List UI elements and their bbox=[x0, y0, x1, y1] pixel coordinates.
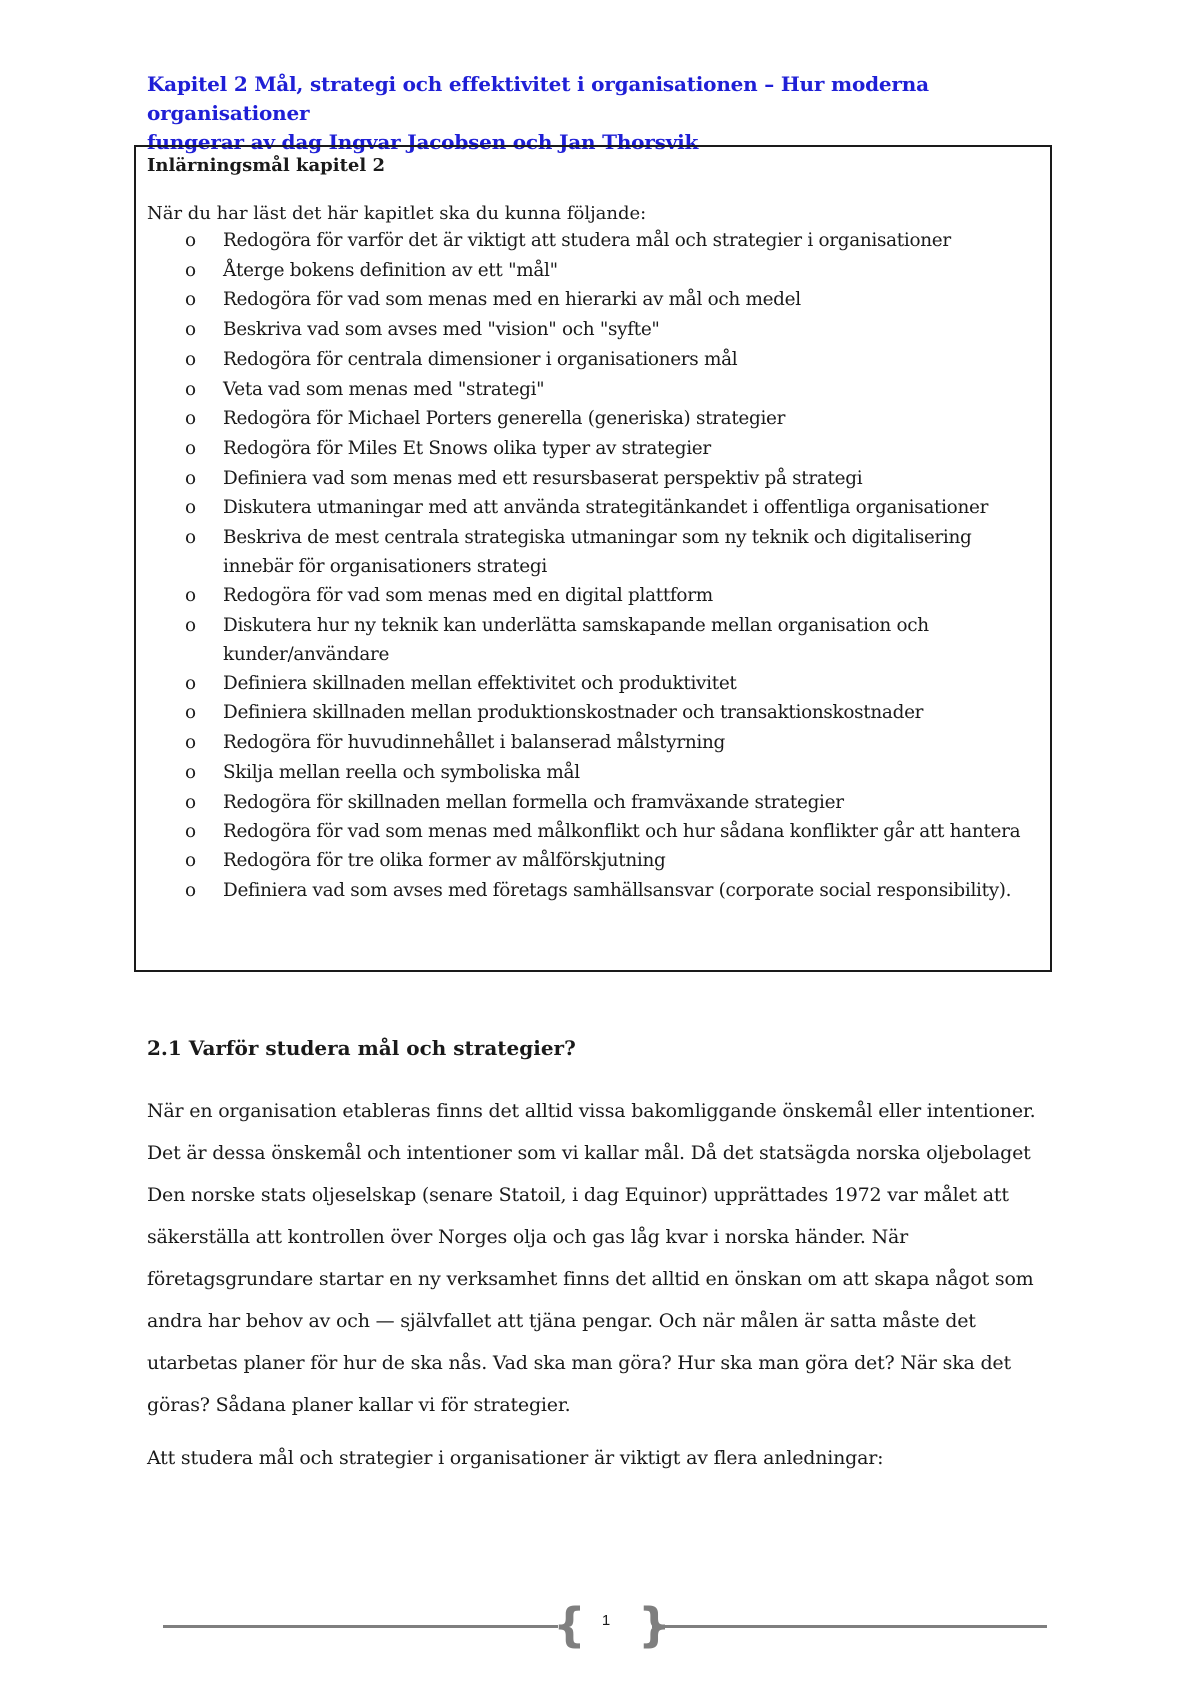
learning-goal-item bbox=[147, 758, 1040, 788]
bullet-marker: o bbox=[185, 732, 196, 754]
bullet-marker: o bbox=[185, 319, 196, 341]
learning-goal-text: Återge bokens definition av ett "mål" bbox=[223, 259, 558, 281]
learning-goal-text: Diskutera hur ny teknik kan underlätta samskapande mellan organisation och kunder/användare bbox=[223, 614, 929, 665]
learning-goal-text: Redogöra för tre olika former av målförskjutning bbox=[223, 850, 666, 872]
learning-goal-item bbox=[147, 611, 1040, 669]
learning-goal-text: Redogöra för centrala dimensioner i organisationers mål bbox=[223, 348, 738, 370]
learning-goals-intro: När du har läst det här kapitlet ska du kunna följande: bbox=[147, 203, 647, 224]
bullet-marker: o bbox=[185, 585, 196, 607]
learning-goal-text: Redogöra för varför det är viktigt att studera mål och strategier i organisationer bbox=[223, 230, 951, 251]
learning-goal-text: Redogöra för vad som menas med en digital plattform bbox=[223, 585, 713, 607]
learning-goal-text: Redogöra för vad som menas med en hierarki av mål och medel bbox=[223, 289, 801, 311]
learning-goal-text: Redogöra för vad som menas med målkonflikt och hur sådana konflikter går att hantera bbox=[223, 821, 1021, 843]
learning-goal-text: Skilja mellan reella och symboliska mål bbox=[223, 761, 580, 783]
learning-goal-text: Redogöra för Michael Porters generella (generiska) strategier bbox=[223, 408, 786, 430]
learning-goal-text: Diskutera utmaningar med att använda strategitänkandet i offentliga organisationer bbox=[223, 497, 989, 519]
learning-goal-item bbox=[147, 345, 1040, 375]
learning-goal-item bbox=[147, 876, 1040, 905]
bullet-marker: o bbox=[185, 497, 196, 519]
bullet-marker: o bbox=[185, 614, 196, 636]
bullet-marker: o bbox=[185, 437, 196, 459]
learning-goal-item bbox=[147, 226, 1040, 256]
footer-brace-left: { bbox=[553, 1598, 586, 1652]
learning-goal-text: Definiera skillnaden mellan produktionskostnader och transaktionskostnader bbox=[223, 702, 924, 724]
chapter-title-line-1: Kapitel 2 Mål, strategi och effektivitet i organisationen – Hur moderna organisationer bbox=[147, 72, 929, 125]
bullet-marker: o bbox=[185, 527, 196, 549]
learning-goal-item bbox=[147, 846, 1040, 876]
learning-goal-item bbox=[147, 434, 1040, 464]
section-paragraph-2: Att studera mål och strategier i organisationer är viktigt av flera anledningar: bbox=[147, 1447, 884, 1469]
learning-goals-list bbox=[147, 226, 1040, 905]
chapter-title bbox=[147, 70, 1067, 157]
learning-goal-item bbox=[147, 669, 1040, 699]
learning-goal-text: Redogöra för huvudinnehållet i balanserad målstyrning bbox=[223, 732, 725, 754]
learning-goal-item bbox=[147, 404, 1040, 434]
learning-goals-heading: Inlärningsmål kapitel 2 bbox=[147, 155, 385, 176]
chapter-title-line-2: fungerar av dag Ingvar Jacobsen och Jan Thorsvik bbox=[147, 130, 699, 154]
learning-goal-item bbox=[147, 728, 1040, 758]
bullet-marker: o bbox=[185, 879, 196, 901]
bullet-marker: o bbox=[185, 761, 196, 783]
footer-brace-right: } bbox=[638, 1598, 671, 1652]
learning-goal-item bbox=[147, 493, 1040, 523]
learning-goal-text: Definiera skillnaden mellan effektivitet och produktivitet bbox=[223, 672, 737, 694]
bullet-marker: o bbox=[185, 259, 196, 281]
learning-goal-item bbox=[147, 698, 1040, 728]
learning-goal-text: Redogöra för Miles Et Snows olika typer av strategier bbox=[223, 437, 711, 459]
learning-goals-box bbox=[134, 145, 1052, 972]
learning-goal-text: Veta vad som menas med "strategi" bbox=[223, 378, 545, 400]
bullet-marker: o bbox=[185, 672, 196, 694]
learning-goal-text: Definiera vad som avses med företags samhällsansvar (corporate social responsibility). bbox=[223, 879, 1012, 901]
learning-goal-item bbox=[147, 375, 1040, 405]
learning-goal-item bbox=[147, 581, 1040, 611]
bullet-marker: o bbox=[185, 702, 196, 724]
learning-goal-text: Beskriva de mest centrala strategiska utmaningar som ny teknik och digitalisering innebär för organisationers strategi bbox=[223, 527, 972, 578]
learning-goal-item bbox=[147, 523, 1040, 581]
bullet-marker: o bbox=[185, 289, 196, 311]
learning-goal-item bbox=[147, 464, 1040, 494]
bullet-marker: o bbox=[185, 791, 196, 813]
bullet-marker: o bbox=[185, 408, 196, 430]
learning-goal-item bbox=[147, 817, 1040, 846]
footer-rule-right bbox=[652, 1625, 1047, 1628]
learning-goal-text: Definiera vad som menas med ett resursbaserat perspektiv på strategi bbox=[223, 467, 863, 489]
learning-goal-item bbox=[147, 256, 1040, 286]
bullet-marker: o bbox=[185, 467, 196, 489]
learning-goal-item bbox=[147, 285, 1040, 315]
section-paragraph: När en organisation etableras finns det alltid vissa bakomliggande önskemål eller intentioner. Det är dessa önskemål och intentioner som vi kallar mål. Då det statsägda norska oljebolaget Den norske stats oljeselskap (senare Statoil, i dag Equinor) upprättades 1972 var målet att säkerställa att kontrollen över Norges olja och gas låg kvar i norska händer. När företagsgrundare startar en ny verksamhet finns det alltid en önskan om att skapa något som andra har behov av och — självfallet att tjäna pengar. Och när målen är satta måste det utarbetas planer för hur de ska nås. Vad ska man göra? Hur ska man göra det? När ska det göras? Sådana planer kallar vi för strategier. bbox=[147, 1100, 1036, 1416]
learning-goal-item bbox=[147, 788, 1040, 818]
bullet-marker: o bbox=[185, 850, 196, 872]
bullet-marker: o bbox=[185, 378, 196, 400]
page-number: 1 bbox=[601, 1612, 611, 1629]
learning-goal-item bbox=[147, 315, 1040, 345]
learning-goal-text: Redogöra för skillnaden mellan formella och framväxande strategier bbox=[223, 791, 844, 813]
bullet-marker: o bbox=[185, 821, 196, 843]
bullet-marker: o bbox=[185, 230, 196, 251]
section-heading: 2.1 Varför studera mål och strategier? bbox=[147, 1036, 576, 1060]
bullet-marker: o bbox=[185, 348, 196, 370]
learning-goal-text: Beskriva vad som avses med "vision" och "syfte" bbox=[223, 319, 660, 341]
footer-rule-left bbox=[163, 1625, 558, 1628]
